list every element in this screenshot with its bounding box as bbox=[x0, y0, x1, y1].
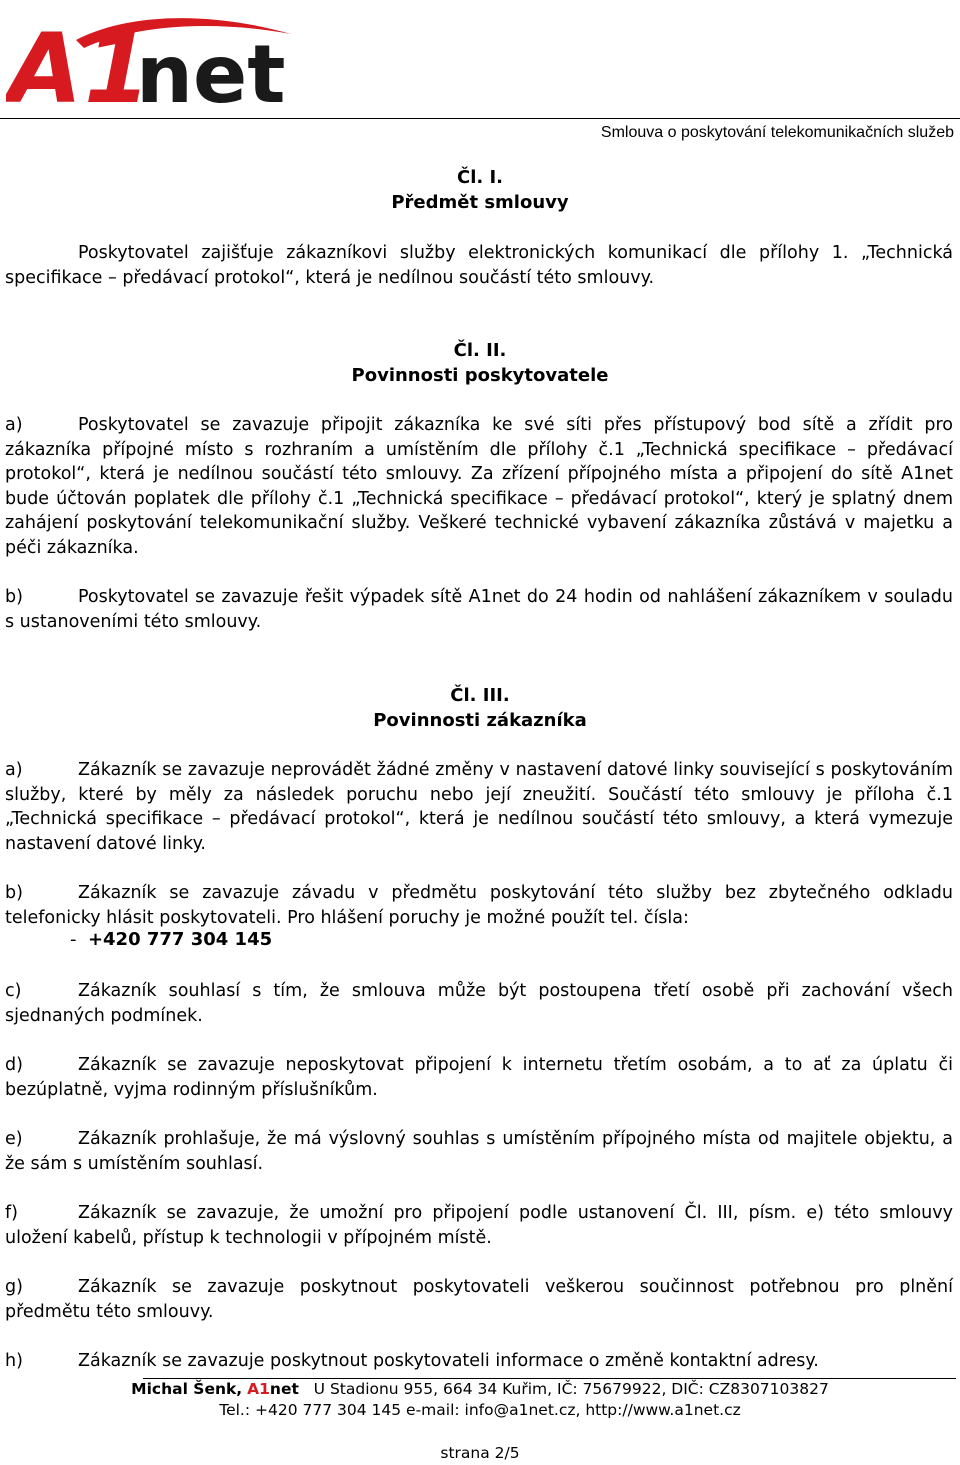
article3-item-c bbox=[5, 979, 953, 1028]
article2-heading bbox=[0, 339, 960, 388]
article2-title: Povinnosti poskytovatele bbox=[351, 364, 609, 386]
item-label: f) bbox=[5, 1203, 18, 1223]
footer-contact: Tel.: +420 777 304 145 e-mail: info@a1net.cz, http://www.a1net.cz bbox=[219, 1401, 741, 1419]
article1-text: Poskytovatel zajišťuje zákazníkovi služby elektronických komunikací dle přílohy 1. „Technická specifikace – předávací protokol“, která je nedílnou součástí této smlouvy. bbox=[5, 243, 953, 288]
logo-net: net bbox=[136, 28, 286, 112]
item-text: Zákazník se zavazuje neprovádět žádné změny v nastavení datové linky související s poskytováním služby, které by měly za následek poruchu nebo její zneužití. Součástí této smlouvy je příloha č.1 „Technická specifikace – předávací protokol“, která je nedílnou součástí této smlouvy, a která vymezuje nastavení datové linky. bbox=[5, 760, 953, 854]
article3-title: Povinnosti zákazníka bbox=[373, 709, 587, 731]
footer-address: U Stadionu 955, 664 34 Kuřim, IČ: 75679922, DIČ: CZ8307103827 bbox=[313, 1380, 829, 1398]
item-text: Zákazník se zavazuje poskytnout poskytovateli veškerou součinnost potřebnou pro plnění předmětu této smlouvy. bbox=[5, 1277, 953, 1322]
footer-name: Michal Šenk, bbox=[131, 1380, 243, 1398]
article2-number: Čl. II. bbox=[453, 340, 507, 361]
item-label: c) bbox=[5, 981, 22, 1001]
article3-item-f bbox=[5, 1201, 953, 1250]
item-text: Zákazník se zavazuje závadu v předmětu poskytování této služby bez zbytečného odkladu telefonicky hlásit poskytovateli. Pro hlášení poruchy je možné použít tel. čísla: bbox=[5, 883, 953, 928]
article3-item-b bbox=[5, 881, 953, 930]
page-number: strana 2/5 bbox=[440, 1444, 520, 1462]
item-label: b) bbox=[5, 587, 23, 607]
footer-rule bbox=[143, 1378, 956, 1379]
phone-dash: - bbox=[70, 929, 77, 950]
phone-line bbox=[70, 929, 272, 950]
footer-address-line bbox=[0, 1380, 960, 1398]
a1net-logo bbox=[6, 8, 296, 112]
item-label: b) bbox=[5, 883, 23, 903]
item-text: Zákazník se zavazuje, že umožní pro připojení podle ustanovení Čl. III, písm. e) této smlouvy uložení kabelů, přístup k technologii v přípojném místě. bbox=[5, 1203, 953, 1248]
article1-title: Předmět smlouvy bbox=[391, 191, 569, 213]
item-label: e) bbox=[5, 1129, 23, 1149]
phone-number: +420 777 304 145 bbox=[87, 929, 273, 950]
item-label: a) bbox=[5, 415, 23, 435]
item-label: g) bbox=[5, 1277, 23, 1297]
item-text: Zákazník souhlasí s tím, že smlouva může být postoupena třetí osobě při zachování všech sjednaných podmínek. bbox=[5, 981, 953, 1026]
article3-item-h bbox=[5, 1349, 953, 1374]
article3-number: Čl. III. bbox=[450, 685, 510, 706]
article3-item-d bbox=[5, 1053, 953, 1102]
item-text: Poskytovatel se zavazuje připojit zákazníka ke své síti přes přístupový bod sítě a zřídit pro zákazníka přípojné místo s rozhraním a umístěním dle přílohy č.1 „Technická specifikace – předávací protokol“, která je nedílnou součástí této smlouvy. Za zřízení přípojného místa a připojení do sítě A1net bude účtován poplatek dle přílohy č.1 „Technická specifikace – předávací protokol“, který je splatný dnem zahájení poskytování telekomunikační služby. Veškeré technické vybavení zákazníka zůstává v majetku a péči zákazníka. bbox=[5, 415, 953, 558]
article3-item-a bbox=[5, 758, 953, 856]
item-text: Zákazník se zavazuje neposkytovat připojení k internetu třetím osobám, a to ať za úplatu či bezúplatně, vyjma rodinným příslušníkům. bbox=[5, 1055, 953, 1100]
article1-number: Čl. I. bbox=[456, 167, 504, 188]
logo-digit-1: 1 bbox=[84, 13, 151, 112]
header-rule bbox=[0, 118, 960, 119]
footer-brand-net: net bbox=[269, 1380, 299, 1398]
item-text: Zákazník se zavazuje poskytnout poskytovateli informace o změně kontaktní adresy. bbox=[78, 1351, 819, 1371]
logo-letter-a: A bbox=[8, 13, 83, 112]
article1-heading bbox=[0, 166, 960, 215]
article2-item-b bbox=[5, 585, 953, 634]
article3-heading bbox=[0, 684, 960, 733]
article2-item-a bbox=[5, 413, 953, 561]
item-label: h) bbox=[5, 1351, 23, 1371]
item-label: a) bbox=[5, 760, 23, 780]
footer-brand-a1: A1 bbox=[247, 1380, 270, 1398]
item-text: Poskytovatel se zavazuje řešit výpadek sítě A1net do 24 hodin od nahlášení zákazníkem v souladu s ustanoveními této smlouvy. bbox=[5, 587, 953, 632]
item-label: d) bbox=[5, 1055, 23, 1075]
item-text: Zákazník prohlašuje, že má výslovný souhlas s umístěním přípojného místa od majitele objektu, a že sám s umístěním souhlasí. bbox=[5, 1129, 953, 1174]
article3-item-g bbox=[5, 1275, 953, 1324]
header-title: Smlouva o poskytování telekomunikačních služeb bbox=[600, 124, 954, 141]
article3-item-e bbox=[5, 1127, 953, 1176]
